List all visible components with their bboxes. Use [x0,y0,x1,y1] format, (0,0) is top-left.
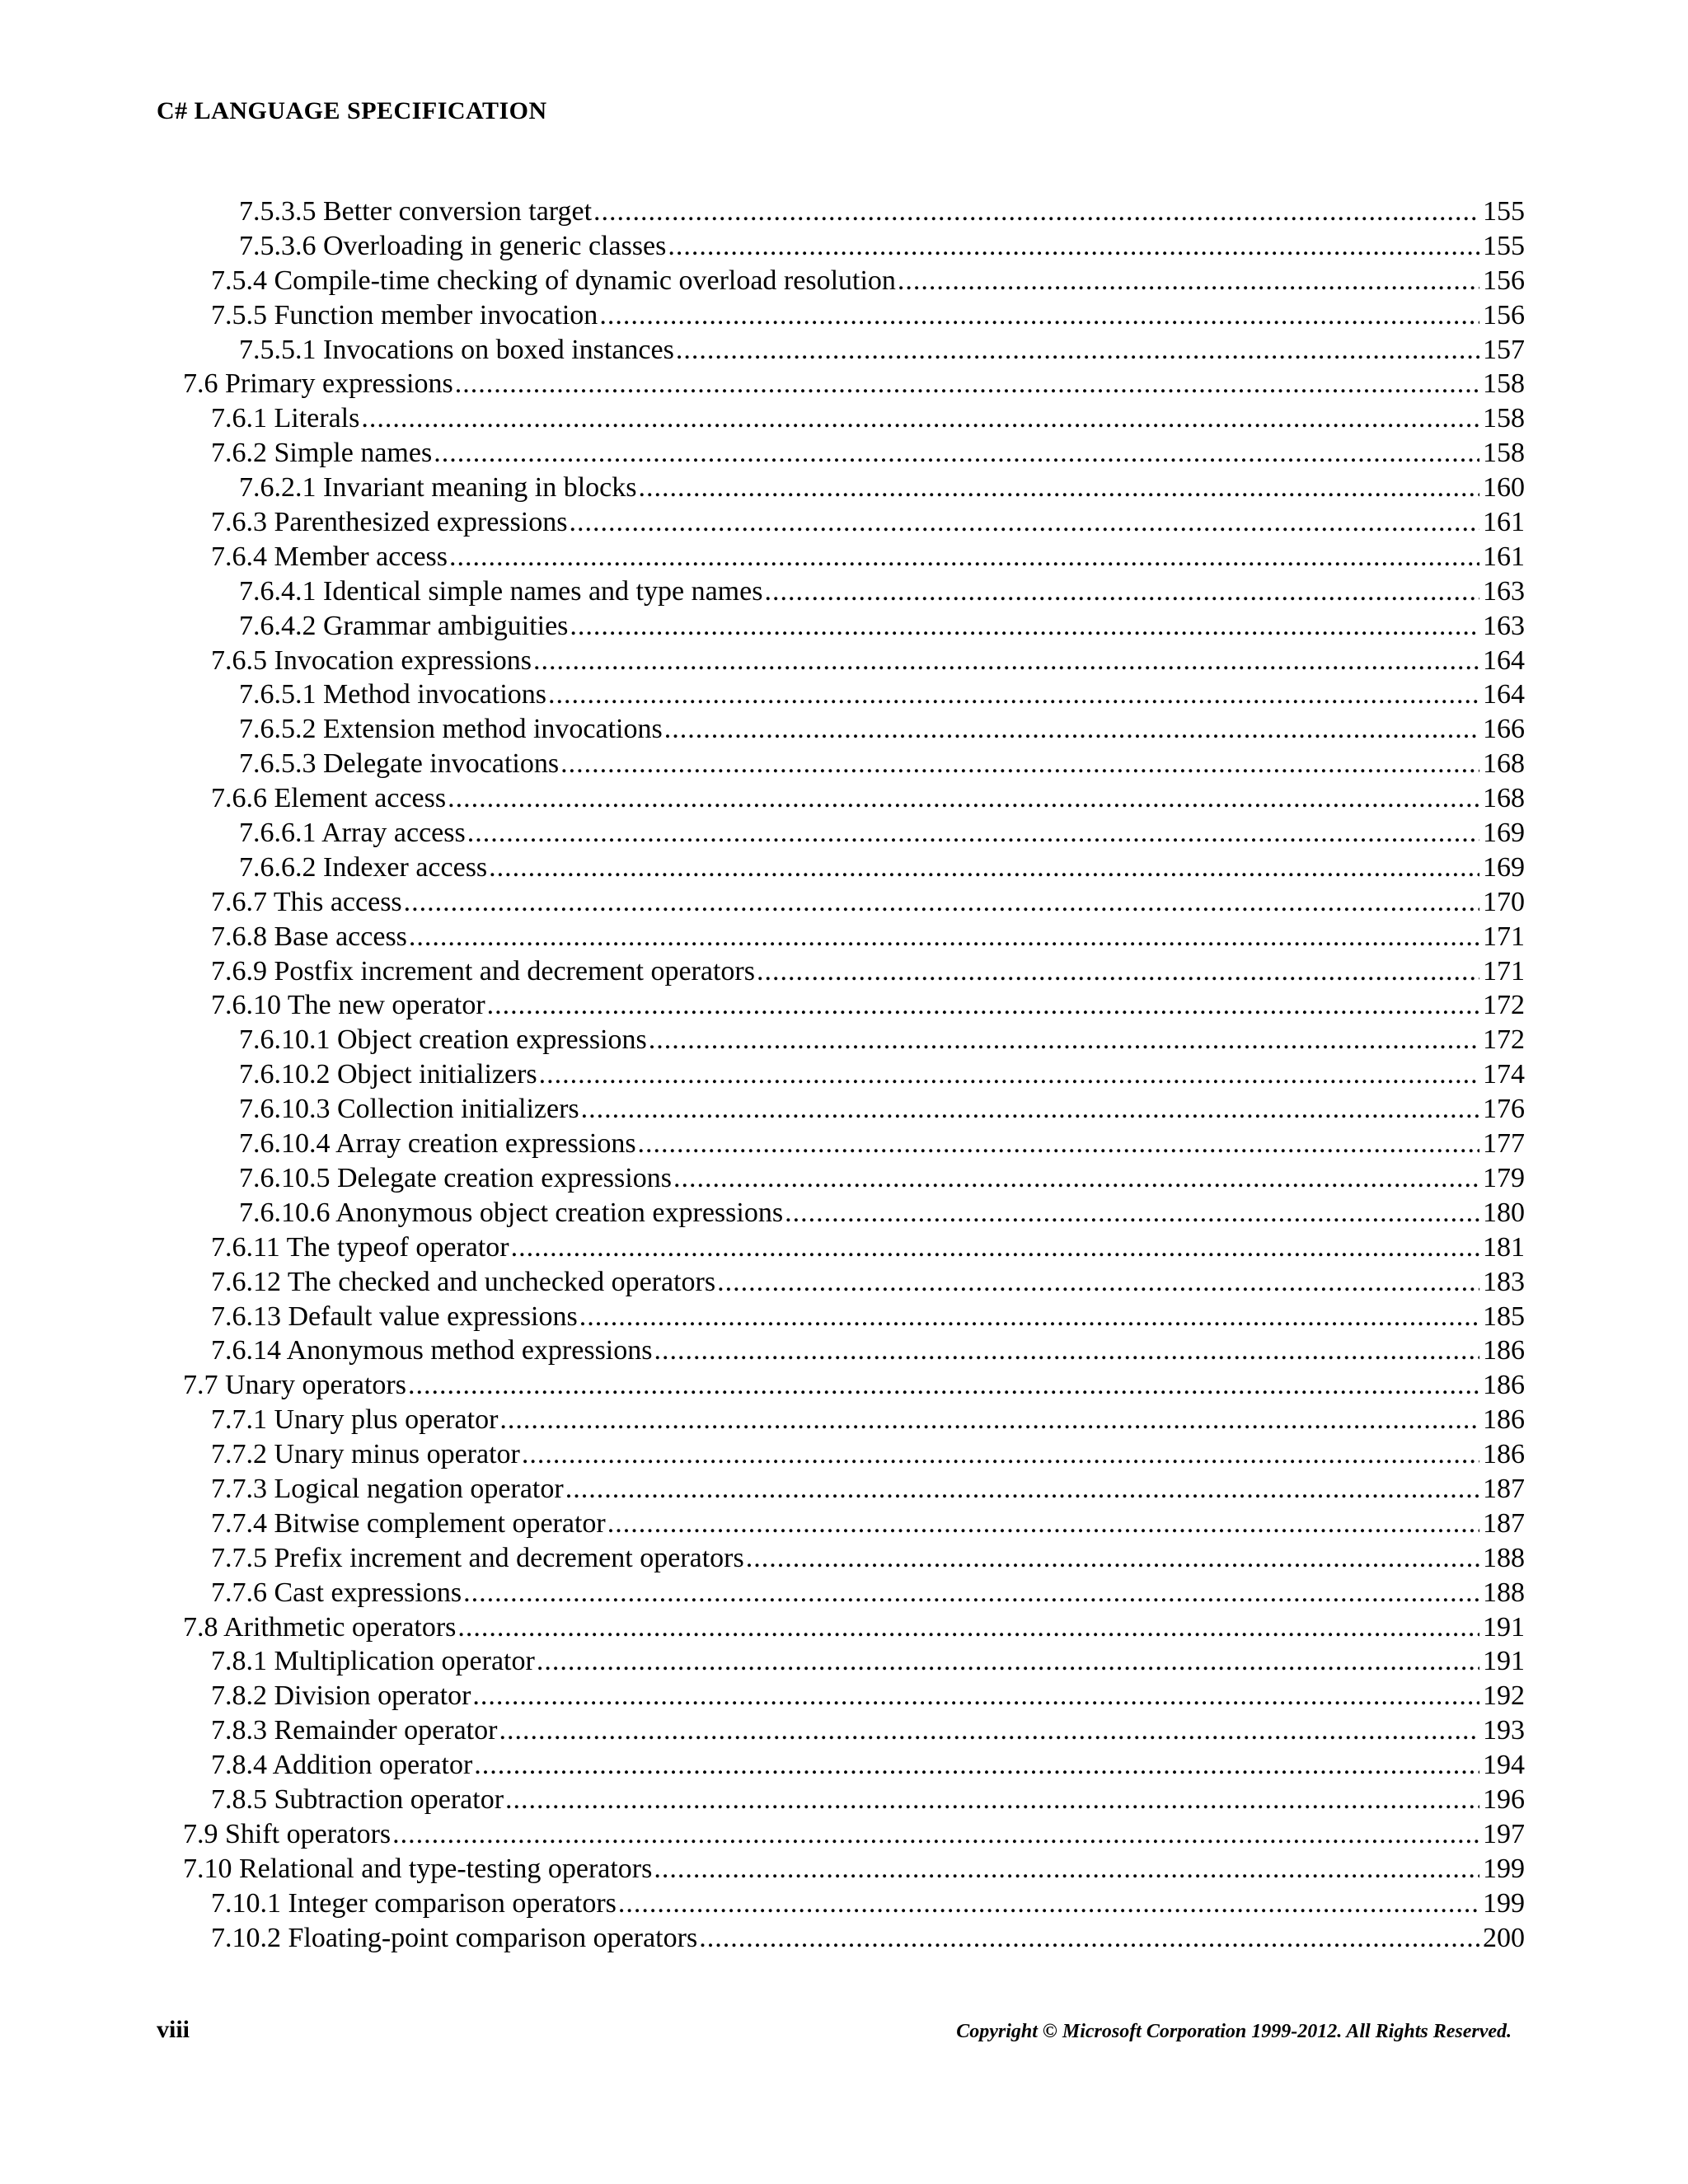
page-number: viii [157,2016,190,2043]
toc-entry[interactable] [183,1368,1525,1403]
dot-leader [746,1541,1479,1576]
dot-leader [539,1057,1479,1092]
dot-leader [668,229,1479,264]
dot-leader [533,644,1479,678]
dot-leader [599,298,1479,333]
toc-entry-page: 158 [1483,438,1525,469]
dot-leader [474,1748,1479,1783]
toc-entry-title: 7.9 Shift operators [183,1818,392,1849]
toc-entry-page: 193 [1483,1715,1525,1746]
toc-entry[interactable] [183,1403,1525,1437]
toc-entry-title: 7.7 Unary operators [183,1370,406,1401]
toc-entry[interactable] [183,1644,1525,1679]
toc-entry[interactable] [183,540,1525,574]
toc-entry[interactable] [183,712,1525,747]
toc-entry-page: 177 [1483,1128,1525,1160]
table-of-contents [183,194,1525,1955]
running-header: C# LANGUAGE SPECIFICATION [157,97,547,124]
toc-entry[interactable] [183,333,1525,368]
dot-leader [607,1507,1479,1541]
dot-leader [654,1333,1479,1368]
dot-leader [764,574,1479,609]
toc-entry-title: 7.6.14 Anonymous method expressions [211,1335,653,1366]
toc-entry-title: 7.6 Primary expressions [183,368,453,400]
toc-entry[interactable] [183,1507,1525,1541]
dot-leader [676,333,1479,368]
toc-entry-page: 187 [1483,1473,1525,1504]
toc-entry-page: 187 [1483,1507,1525,1539]
toc-entry[interactable] [183,436,1525,471]
dot-leader [579,1300,1479,1334]
toc-entry-page: 197 [1483,1818,1525,1849]
toc-entry[interactable] [183,1679,1525,1713]
toc-entry-title: 7.5.3.6 Overloading in generic classes [239,230,667,261]
toc-entry-title: 7.6.10.2 Object initializers [239,1059,537,1090]
toc-entry[interactable] [183,505,1525,540]
dot-leader [618,1886,1479,1921]
toc-entry-page: 196 [1483,1783,1525,1815]
toc-entry-title: 7.6.2 Simple names [211,438,433,469]
dot-leader [898,264,1479,298]
toc-entry-page: 171 [1483,955,1525,987]
toc-entry-page: 200 [1483,1922,1525,1953]
dot-leader [565,1472,1479,1507]
dot-leader [487,988,1479,1023]
toc-entry-page: 170 [1483,886,1525,917]
toc-entry[interactable] [183,1057,1525,1092]
toc-entry-page: 156 [1483,299,1525,330]
toc-entry-title: 7.6.5 Invocation expressions [211,644,532,676]
toc-entry-page: 188 [1483,1577,1525,1608]
dot-leader [537,1644,1479,1679]
dot-leader [511,1230,1479,1265]
dot-leader [408,1368,1479,1403]
toc-entry-page: 158 [1483,368,1525,400]
toc-entry-title: 7.6.8 Base access [211,921,407,952]
dot-leader [639,471,1479,505]
toc-entry-title: 7.6.10.1 Object creation expressions [239,1024,647,1056]
dot-leader [649,1023,1479,1057]
toc-entry[interactable] [183,1852,1525,1886]
toc-entry-page: 186 [1483,1370,1525,1401]
toc-entry[interactable] [183,1127,1525,1161]
dot-leader [785,1196,1479,1230]
toc-entry[interactable] [183,1610,1525,1645]
toc-entry-title: 7.6.10.6 Anonymous object creation expressions [239,1197,784,1228]
toc-entry-page: 188 [1483,1542,1525,1573]
dot-leader [570,609,1479,644]
toc-entry-title: 7.6.4.2 Grammar ambiguities [239,610,569,641]
toc-entry[interactable] [183,781,1525,816]
toc-entry-page: 199 [1483,1853,1525,1884]
toc-entry-title: 7.6.11 The typeof operator [211,1231,509,1263]
copyright-notice: Copyright © Microsoft Corporation 1999-2012. All Rights Reserved. [956,2021,1512,2042]
toc-entry[interactable] [183,1265,1525,1300]
toc-entry-title: 7.5.3.5 Better conversion target [239,196,593,227]
toc-entry[interactable] [183,988,1525,1023]
toc-entry-title: 7.10.2 Floating-point comparison operators [211,1922,698,1953]
toc-entry[interactable] [183,747,1525,781]
toc-entry-title: 7.6.3 Parenthesized expressions [211,507,568,538]
toc-entry[interactable] [183,1748,1525,1783]
dot-leader [448,781,1479,816]
dot-leader [455,367,1479,401]
dot-leader [654,1852,1479,1886]
toc-entry-title: 7.6.4 Member access [211,541,448,572]
toc-entry-title: 7.6.10.5 Delegate creation expressions [239,1162,672,1193]
toc-entry-page: 171 [1483,921,1525,952]
toc-entry-page: 168 [1483,748,1525,780]
dot-leader [505,1783,1479,1817]
toc-entry-page: 176 [1483,1094,1525,1125]
dot-leader [673,1161,1479,1196]
toc-entry-page: 169 [1483,851,1525,883]
dot-leader [499,1713,1479,1748]
dot-leader [457,1610,1479,1645]
toc-entry[interactable] [183,401,1525,436]
toc-entry-page: 157 [1483,334,1525,365]
toc-entry[interactable] [183,1023,1525,1057]
dot-leader [404,885,1479,920]
toc-entry[interactable] [183,1437,1525,1472]
dot-leader [392,1817,1479,1852]
toc-entry-page: 194 [1483,1750,1525,1781]
toc-entry-title: 7.6.5.3 Delegate invocations [239,748,560,780]
toc-entry-title: 7.5.4 Compile-time checking of dynamic overload resolution [211,265,896,296]
toc-entry[interactable] [183,1576,1525,1610]
toc-entry-title: 7.8.2 Division operator [211,1680,471,1712]
toc-entry-page: 199 [1483,1887,1525,1919]
dot-leader [757,954,1479,989]
toc-entry-page: 186 [1483,1439,1525,1470]
dot-leader [489,851,1479,885]
dot-leader [699,1921,1479,1956]
toc-entry[interactable] [183,885,1525,920]
toc-entry-title: 7.5.5 Function member invocation [211,299,598,330]
toc-entry-title: 7.6.4.1 Identical simple names and type names [239,575,763,607]
toc-entry[interactable] [183,367,1525,401]
dot-leader [409,920,1479,954]
dot-leader [434,436,1479,471]
toc-entry[interactable] [183,1230,1525,1265]
toc-entry-title: 7.8.1 Multiplication operator [211,1646,535,1677]
toc-entry-title: 7.10 Relational and type-testing operators [183,1853,653,1884]
toc-entry-title: 7.6.12 The checked and unchecked operators [211,1266,716,1297]
toc-entry[interactable] [183,1092,1525,1127]
toc-entry-page: 160 [1483,472,1525,504]
dot-leader [361,401,1479,436]
toc-entry[interactable] [183,1921,1525,1956]
toc-entry-title: 7.7.1 Unary plus operator [211,1404,499,1436]
toc-entry-page: 161 [1483,541,1525,572]
toc-entry-page: 166 [1483,714,1525,745]
toc-entry-title: 7.6.1 Literals [211,403,360,434]
toc-entry-page: 161 [1483,507,1525,538]
toc-entry[interactable] [183,1300,1525,1334]
toc-entry-title: 7.10.1 Integer comparison operators [211,1887,617,1919]
toc-entry-title: 7.6.7 This access [211,886,402,917]
toc-entry[interactable] [183,471,1525,505]
toc-entry-title: 7.6.6.2 Indexer access [239,851,488,883]
toc-entry[interactable] [183,1541,1525,1576]
toc-entry[interactable] [183,816,1525,851]
toc-entry[interactable] [183,1713,1525,1748]
toc-entry-title: 7.6.6.1 Array access [239,818,466,849]
toc-entry-page: 186 [1483,1404,1525,1436]
toc-entry[interactable] [183,298,1525,333]
dot-leader [638,1127,1479,1161]
toc-entry[interactable] [183,851,1525,885]
toc-entry-title: 7.6.9 Postfix increment and decrement operators [211,955,755,987]
toc-entry[interactable] [183,1196,1525,1230]
dot-leader [499,1403,1479,1437]
toc-entry[interactable] [183,1472,1525,1507]
toc-entry[interactable] [183,264,1525,298]
toc-entry[interactable] [183,1783,1525,1817]
toc-entry-title: 7.6.10 The new operator [211,990,485,1021]
toc-entry-title: 7.8.4 Addition operator [211,1750,473,1781]
toc-entry-title: 7.6.5.1 Method invocations [239,679,547,710]
toc-entry-title: 7.7.3 Logical negation operator [211,1473,564,1504]
toc-entry-page: 172 [1483,1024,1525,1056]
toc-entry-page: 158 [1483,403,1525,434]
toc-entry[interactable] [183,229,1525,264]
dot-leader [449,540,1479,574]
toc-entry-page: 155 [1483,196,1525,227]
toc-entry[interactable] [183,1817,1525,1852]
toc-entry-title: 7.8.3 Remainder operator [211,1715,498,1746]
toc-entry-title: 7.7.4 Bitwise complement operator [211,1507,606,1539]
toc-entry-page: 174 [1483,1059,1525,1090]
toc-entry-title: 7.7.5 Prefix increment and decrement operators [211,1542,744,1573]
toc-entry-title: 7.7.6 Cast expressions [211,1577,462,1608]
toc-entry-page: 163 [1483,610,1525,641]
toc-entry-title: 7.6.6 Element access [211,783,447,814]
dot-leader [717,1265,1479,1300]
toc-entry[interactable] [183,574,1525,609]
toc-entry-page: 186 [1483,1335,1525,1366]
toc-entry[interactable] [183,609,1525,644]
toc-entry[interactable] [183,1333,1525,1368]
toc-entry-title: 7.5.5.1 Invocations on boxed instances [239,334,674,365]
toc-entry-title: 7.6.2.1 Invariant meaning in blocks [239,472,637,504]
toc-entry[interactable] [183,644,1525,678]
toc-entry[interactable] [183,920,1525,954]
toc-entry-page: 181 [1483,1231,1525,1263]
dot-leader [569,505,1479,540]
toc-entry[interactable] [183,1886,1525,1921]
dot-leader [522,1437,1479,1472]
toc-entry-page: 179 [1483,1162,1525,1193]
toc-entry-title: 7.6.10.4 Array creation expressions [239,1128,636,1160]
dot-leader [472,1679,1479,1713]
toc-entry-page: 169 [1483,818,1525,849]
toc-entry-page: 172 [1483,990,1525,1021]
toc-entry-page: 185 [1483,1301,1525,1332]
toc-entry[interactable] [183,677,1525,712]
toc-entry-title: 7.7.2 Unary minus operator [211,1439,520,1470]
toc-entry-title: 7.8 Arithmetic operators [183,1611,457,1643]
toc-entry-page: 164 [1483,679,1525,710]
toc-entry-page: 164 [1483,644,1525,676]
toc-entry-title: 7.8.5 Subtraction operator [211,1783,504,1815]
toc-entry-page: 191 [1483,1646,1525,1677]
toc-entry-page: 168 [1483,783,1525,814]
toc-entry-page: 180 [1483,1197,1525,1228]
dot-leader [593,194,1479,229]
dot-leader [664,712,1479,747]
toc-entry[interactable] [183,1161,1525,1196]
dot-leader [548,677,1479,712]
dot-leader [581,1092,1479,1127]
toc-entry-title: 7.6.13 Default value expressions [211,1301,578,1332]
toc-entry-page: 163 [1483,575,1525,607]
toc-entry[interactable] [183,954,1525,989]
toc-entry-page: 156 [1483,265,1525,296]
toc-entry-page: 155 [1483,230,1525,261]
dot-leader [467,816,1479,851]
toc-entry[interactable] [183,194,1525,229]
toc-entry-page: 192 [1483,1680,1525,1712]
dot-leader [463,1576,1479,1610]
toc-entry-title: 7.6.10.3 Collection initializers [239,1094,579,1125]
toc-entry-page: 191 [1483,1611,1525,1643]
toc-entry-page: 183 [1483,1266,1525,1297]
dot-leader [560,747,1479,781]
toc-entry-title: 7.6.5.2 Extension method invocations [239,714,663,745]
